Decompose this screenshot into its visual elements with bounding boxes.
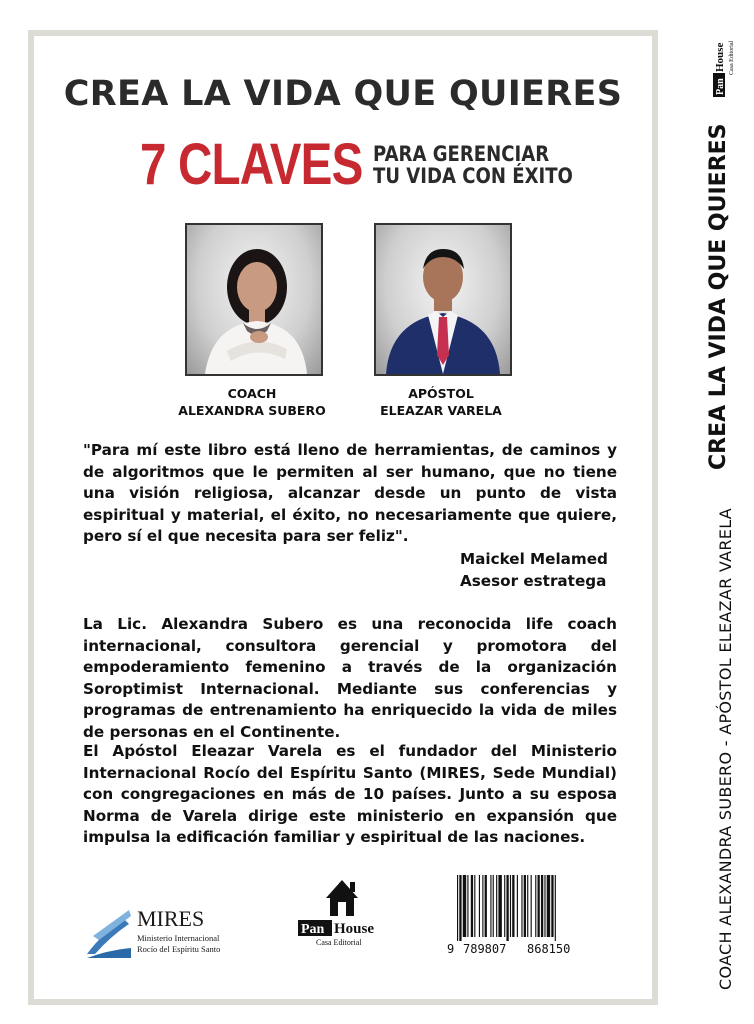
subtitle-line2: TU VIDA CON ÉXITO: [373, 164, 574, 188]
bio-alexandra: La Lic. Alexandra Subero es una reconocida life coach internacional, consultora gerencial y promotora del empoderamiento femenino a través de la organización Soroptimist Internacional. Mediante sus conferencias y programas de entrenamiento ha enriquecido la vida de miles de personas en el Continente.: [83, 615, 617, 741]
isbn-barcode: [447, 873, 584, 955]
spine-sub: Casa Editorial: [729, 40, 735, 75]
subtitle-tail: [373, 143, 573, 187]
spine-pan: Pan: [715, 78, 726, 95]
caption-name: ELEAZAR VARELA: [380, 403, 502, 418]
spine-panhouse-logo: [712, 34, 740, 104]
barcode-bar: [547, 875, 550, 937]
woman-portrait-icon: [187, 225, 321, 374]
author-photo-alexandra: [185, 223, 323, 376]
barcode-bar: [457, 875, 458, 941]
barcode-bar: [524, 875, 526, 937]
caption-role: APÓSTOL: [408, 386, 474, 401]
quote-author-title: Asesor estratega: [460, 572, 607, 590]
barcode-bar: [538, 875, 540, 937]
panhouse-pan: Pan: [301, 922, 325, 937]
spine-authors: COACH ALEXANDRA SUBERO - APÓSTOL ELEAZAR VARELA: [716, 507, 735, 990]
caption-role: COACH: [227, 386, 277, 401]
barcode-bar: [510, 875, 511, 937]
barcode-bar: [490, 875, 491, 937]
panhouse-logo: [296, 870, 396, 950]
caption-alexandra: [152, 385, 352, 419]
barcode-bar: [521, 875, 522, 937]
mires-dove-icon: [87, 920, 129, 954]
panhouse-house: House: [334, 921, 375, 937]
book-title: CREA LA VIDA QUE QUIERES: [63, 74, 623, 114]
author-photo-eleazar: [374, 223, 512, 376]
barcode-bar: [459, 875, 461, 941]
barcode-bar: [471, 875, 473, 937]
barcode-bar: [535, 875, 536, 937]
caption-name: ALEXANDRA SUBERO: [178, 403, 326, 418]
barcode-bar: [544, 875, 545, 937]
barcode-digit-first: 9: [447, 942, 455, 955]
subtitle-big: 7 CLAVES: [140, 132, 363, 197]
mires-line1: Ministerio Internacional: [137, 933, 220, 943]
quote-author-name: Maickel Melamed: [460, 550, 608, 568]
barcode-bar: [479, 875, 480, 937]
barcode-bar: [541, 875, 543, 937]
man-portrait-icon: [376, 225, 510, 374]
mires-line2: Rocío del Espíritu Santo: [137, 944, 221, 954]
barcode-bars: [457, 875, 556, 941]
barcode-bar: [482, 875, 483, 937]
barcode-bar: [527, 875, 528, 937]
barcode-bar: [474, 875, 475, 937]
spine-house: House: [714, 42, 726, 72]
barcode-bar: [485, 875, 487, 937]
barcode-bar: [493, 875, 494, 937]
spine-title: CREA LA VIDA QUE QUIERES: [706, 123, 731, 470]
barcode-bar: [504, 875, 505, 937]
barcode-bar: [496, 875, 497, 937]
barcode-bar: [555, 875, 556, 941]
barcode-bar: [517, 875, 518, 937]
barcode-bar: [467, 875, 468, 937]
house-icon: [326, 880, 358, 916]
barcode-group1: 789807: [463, 942, 507, 955]
barcode-bar: [531, 875, 532, 937]
panhouse-sub: Casa Editorial: [316, 938, 362, 947]
quote-attribution: [460, 548, 608, 592]
mires-logo: [85, 902, 235, 962]
mires-name: MIRES: [137, 906, 205, 931]
barcode-bar: [463, 875, 466, 937]
subtitle: [140, 132, 606, 197]
barcode-group2: 868150: [527, 942, 571, 955]
caption-eleazar: [341, 385, 541, 419]
bio-eleazar: El Apóstol Eleazar Varela es el fundador del Ministerio Internacional Rocío del Espíritu Santo (MIRES, Sede Mundial) con congregaciones en más de 10 países. Junto a su esposa Norma de Varela dirige este ministerio en expansión que impulsa la edificación familiar y espiritual de las naciones.: [83, 742, 617, 846]
barcode-bar: [551, 875, 553, 937]
subtitle-line1: PARA GERENCIAR: [373, 141, 550, 166]
barcode-bar: [512, 875, 514, 937]
barcode-bar: [506, 875, 508, 941]
endorsement-quote: "Para mí este libro está lleno de herramientas, de caminos y de algoritmos que le permiten al ser humano, que no tiene una visión religiosa, alcanzar desde un punto de vista espiritual y material, el éxito, no necesariamente que quiere, pero sí el que necesita para ser feliz".: [83, 441, 617, 545]
barcode-bar: [498, 875, 501, 937]
